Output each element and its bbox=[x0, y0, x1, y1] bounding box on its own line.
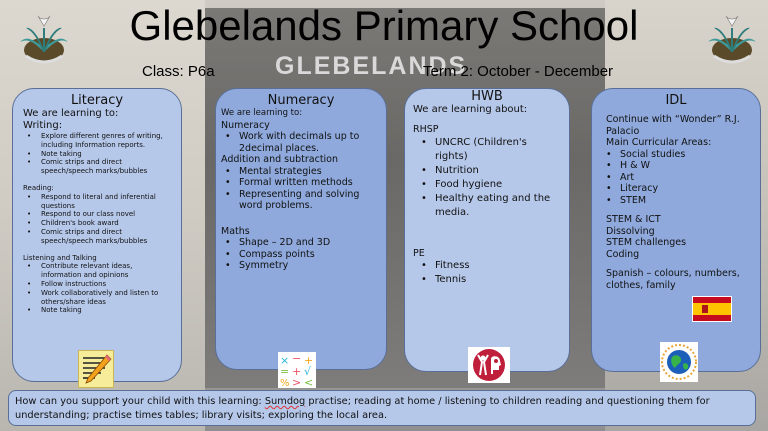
section-heading: Reading: bbox=[23, 183, 54, 192]
list-item: • UNCRC (Children's rights) bbox=[435, 136, 561, 164]
card-title: Literacy bbox=[70, 93, 124, 108]
card-literacy bbox=[12, 88, 182, 382]
stem-line: STEM & ICT bbox=[606, 214, 661, 225]
section-heading: Listening and Talking bbox=[23, 253, 97, 262]
card-numeracy bbox=[215, 88, 387, 370]
section-heading: RHSP bbox=[413, 124, 439, 135]
svg-text:√: √ bbox=[304, 365, 312, 378]
section-heading: PE bbox=[413, 247, 425, 259]
footer-rest: practise; reading at home / listening to children reading and questioning them for understanding; practise times tables; library visits; exploring the local area. bbox=[15, 396, 710, 421]
list-item: • Comic strips and direct speech/speech marks/bubbles bbox=[41, 158, 173, 176]
card-intro: We are learning to: bbox=[23, 108, 119, 119]
globe-icon bbox=[660, 342, 698, 382]
list-item: • H & W bbox=[620, 160, 752, 172]
stem-line: Coding bbox=[606, 248, 640, 260]
stem-line: STEM challenges bbox=[606, 237, 687, 248]
svg-text:+: + bbox=[292, 365, 302, 378]
card-hwb bbox=[404, 88, 570, 372]
list-item: • Shape – 2D and 3D bbox=[239, 237, 378, 249]
svg-text:<: < bbox=[304, 376, 314, 388]
rhsp-list bbox=[413, 136, 561, 220]
list-item: • Tennis bbox=[435, 273, 561, 287]
spanish-line: Spanish – colours, numbers, clothes, family bbox=[606, 268, 740, 291]
list-item: • Fitness bbox=[435, 259, 561, 273]
list-item: • Respond to literal and inferential questions bbox=[41, 193, 173, 211]
list-item: • Work with decimals up to 2decimal places. bbox=[239, 131, 378, 154]
list-item: • Explore different genres of writing, including Information reports. bbox=[41, 132, 173, 150]
list-item: • Food hygiene bbox=[435, 178, 561, 192]
list-item: • Mental strategies bbox=[239, 166, 378, 178]
list-item: • Work collaboratively and listen to others/share ideas bbox=[41, 289, 173, 307]
math-symbols-icon bbox=[278, 352, 316, 388]
footer-prefix: How can you support your child with this learning: bbox=[15, 396, 265, 407]
card-intro: We are learning to: bbox=[221, 108, 303, 118]
card-title: HWB bbox=[471, 89, 503, 104]
list-item: • STEM bbox=[620, 195, 752, 207]
list-item: • Respond to our class novel bbox=[41, 210, 173, 219]
numeracy-list bbox=[221, 131, 378, 154]
list-item: • Note taking bbox=[41, 306, 173, 315]
pe-list bbox=[413, 259, 561, 287]
writing-list bbox=[23, 132, 173, 176]
card-title: Numeracy bbox=[267, 93, 335, 108]
notepad-pencil-icon bbox=[78, 350, 114, 388]
section-heading: Writing: bbox=[23, 120, 63, 131]
list-item: • Comic strips and direct speech/speech marks/bubbles bbox=[41, 228, 173, 246]
section-heading: Numeracy bbox=[221, 119, 270, 131]
book-line: Continue with “Wonder” R.J. Palacio bbox=[606, 114, 740, 137]
addsub-list bbox=[221, 166, 378, 212]
list-item: • Symmetry bbox=[239, 260, 378, 272]
svg-text:−: − bbox=[292, 352, 302, 365]
svg-text:%: % bbox=[280, 378, 290, 388]
svg-text:=: = bbox=[280, 365, 290, 378]
section-heading: Main Curricular Areas: bbox=[606, 137, 712, 148]
listening-list bbox=[23, 262, 173, 315]
class-label: Class: P6a bbox=[142, 63, 215, 80]
list-item: • Children's book award bbox=[41, 219, 173, 228]
section-heading: Addition and subtraction bbox=[221, 154, 339, 165]
list-item: • Follow instructions bbox=[41, 280, 173, 289]
section-heading: Maths bbox=[221, 225, 250, 237]
card-idl bbox=[591, 88, 761, 372]
list-item: • Note taking bbox=[41, 150, 173, 159]
list-item: • Literacy bbox=[620, 183, 752, 195]
list-item: • Nutrition bbox=[435, 164, 561, 178]
list-item: • Contribute relevant ideas, information and opinions bbox=[41, 262, 173, 280]
svg-text:+: + bbox=[304, 354, 314, 367]
background-sign: GLEBELANDS bbox=[275, 52, 468, 80]
card-intro: We are learning about: bbox=[413, 104, 528, 115]
support-footer bbox=[8, 390, 756, 426]
sumdog-link: Sumdog bbox=[264, 396, 306, 407]
maths-list bbox=[221, 237, 378, 272]
list-item: • Representing and solving word problems. bbox=[239, 189, 378, 212]
curricular-list bbox=[606, 149, 752, 207]
spain-flag-icon bbox=[692, 296, 732, 322]
stem-line: Dissolving bbox=[606, 225, 655, 237]
reading-list bbox=[23, 193, 173, 246]
list-item: • Healthy eating and the media. bbox=[435, 192, 561, 220]
list-item: • Social studies bbox=[620, 149, 752, 161]
list-item: • Formal written methods bbox=[239, 177, 378, 189]
term-label: Term 2: October - December bbox=[423, 63, 614, 80]
svg-text:×: × bbox=[280, 354, 290, 367]
health-wellbeing-icon bbox=[468, 347, 510, 383]
list-item: • Art bbox=[620, 172, 752, 184]
svg-text:>: > bbox=[292, 376, 302, 388]
list-item: • Compass points bbox=[239, 249, 378, 261]
page-title: Glebelands Primary School bbox=[129, 2, 639, 49]
card-title: IDL bbox=[665, 93, 687, 108]
